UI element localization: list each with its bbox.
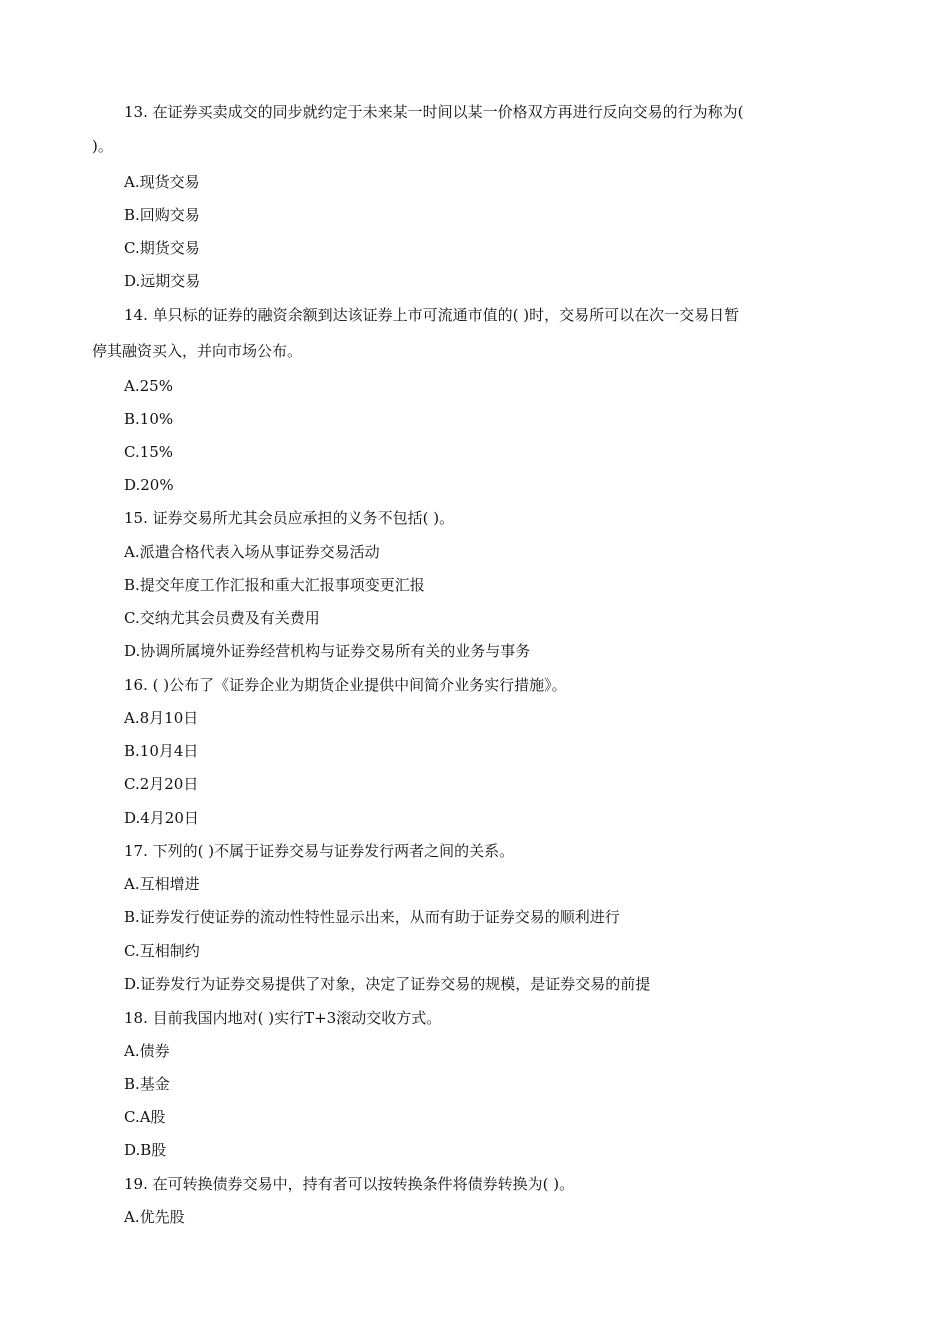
question-14-option-c: C.15% [124, 443, 174, 461]
question-18-option-b: B.基金 [124, 1075, 170, 1093]
question-18-stem: 18. 目前我国内地对( )实行T+3滚动交收方式。 [124, 1009, 442, 1027]
question-14-stem-continued: 停其融资买入，并向市场公布。 [92, 342, 303, 360]
question-14-stem: 14. 单只标的证券的融资余额到达该证券上市可流通市值的( )时，交易所可以在次一交易日暂 [124, 306, 740, 324]
question-16-stem: 16. ( )公布了《证券企业为期货企业提供中间简介业务实行措施》。 [124, 676, 567, 694]
question-13-option-c: C.期货交易 [124, 239, 200, 257]
question-15-option-a: A.派遣合格代表入场从事证券交易活动 [124, 543, 380, 561]
question-16-option-a: A.8月10日 [124, 709, 199, 727]
question-15-stem: 15. 证券交易所尤其会员应承担的义务不包括( )。 [124, 509, 455, 527]
question-19-stem: 19. 在可转换债券交易中，持有者可以按转换条件将债券转换为( )。 [124, 1175, 575, 1193]
question-14-option-b: B.10% [124, 410, 174, 428]
question-15-option-c: C.交纳尤其会员费及有关费用 [124, 609, 320, 627]
question-16-option-b: B.10月4日 [124, 742, 199, 760]
question-17-stem: 17. 下列的( )不属于证券交易与证券发行两者之间的关系。 [124, 842, 515, 860]
question-16-option-c: C.2月20日 [124, 775, 199, 793]
question-13-option-b: B.回购交易 [124, 206, 200, 224]
question-18-option-d: D.B股 [124, 1141, 167, 1159]
question-13-option-a: A.现货交易 [124, 173, 200, 191]
question-17-option-a: A.互相增进 [124, 875, 200, 893]
question-14-option-d: D.20% [124, 476, 174, 494]
question-19-option-a: A.优先股 [124, 1208, 185, 1226]
question-17-option-d: D.证券发行为证券交易提供了对象，决定了证券交易的规模，是证券交易的前提 [124, 975, 651, 993]
question-18-option-c: C.A股 [124, 1108, 166, 1126]
question-18-option-a: A.债券 [124, 1042, 170, 1060]
question-15-option-b: B.提交年度工作汇报和重大汇报事项变更汇报 [124, 576, 425, 594]
question-16-option-d: D.4月20日 [124, 809, 199, 827]
question-13-stem: 13. 在证券买卖成交的同步就约定于未来某一时间以某一价格双方再进行反向交易的行为称为( [124, 103, 744, 121]
question-13-option-d: D.远期交易 [124, 272, 201, 290]
question-17-option-b: B.证券发行使证券的流动性特性显示出来，从而有助于证券交易的顺利进行 [124, 908, 620, 926]
question-15-option-d: D.协调所属境外证券经营机构与证券交易所有关的业务与事务 [124, 642, 531, 660]
question-17-option-c: C.互相制约 [124, 942, 200, 960]
question-13-stem-continued: )。 [92, 137, 113, 155]
question-14-option-a: A.25% [124, 377, 173, 395]
